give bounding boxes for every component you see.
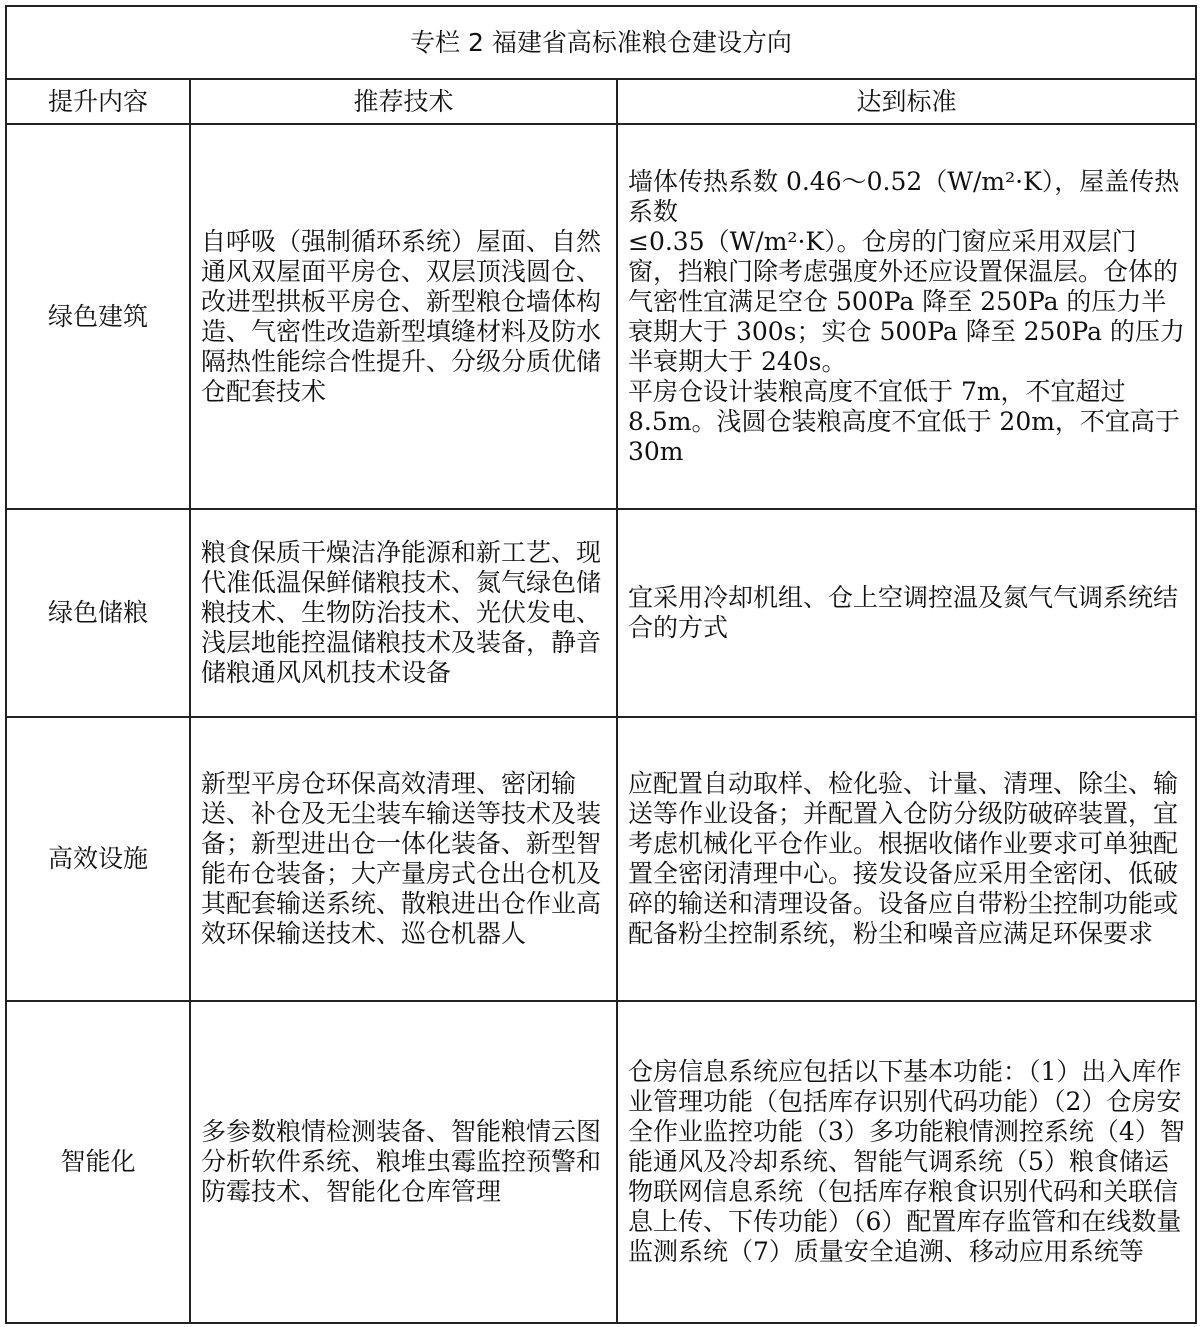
table-row: [6, 1001, 1196, 1323]
category-green-storage: 绿色储粮: [6, 509, 190, 717]
standard-text: ≤0.35（W/m²·K）。仓房的门窗应采用双层门窗，挡粮门除考虑强度外还应设置保温层。仓体的气密性宜满足空仓 500Pa 降至 250Pa 的压力半衰期大于 300s；实仓 500Pa 降至 250Pa 的压力半衰期大于 240s。: [628, 226, 1185, 376]
table-row: [6, 717, 1196, 1001]
standard-text: 平房仓设计装粮高度不宜低于 7m，不宜超过 8.5m。浅圆仓装粮高度不宜低于 20m，不宜高于 30m: [628, 376, 1180, 466]
header-standard: 达到标准: [617, 79, 1196, 124]
standard-green-building: [617, 124, 1196, 509]
technology-efficient-facilities: 新型平房仓环保高效清理、密闭输送、补仓及无尘装车输送等技术及装备；新型进出仓一体化装备、新型智能布仓装备；大产量房式仓出仓机及其配套输送系统、散粮进出仓作业高效环保输送技术、巡仓机器人: [190, 717, 617, 1001]
header-row: [6, 79, 1196, 124]
table-row: [6, 509, 1196, 717]
standard-efficient-facilities: [617, 717, 1196, 1001]
standard-text: 宜采用冷却机组、仓上空调控温及氮气气调系统结合的方式: [628, 583, 1179, 642]
table-row: [6, 124, 1196, 509]
category-green-building: 绿色建筑: [6, 124, 190, 509]
construction-direction-table: [5, 5, 1197, 1324]
title-row: [6, 6, 1196, 79]
category-efficient-facilities: 高效设施: [6, 717, 190, 1001]
category-intelligent: 智能化: [6, 1001, 190, 1323]
technology-intelligent: 多参数粮情检测装备、智能粮情云图分析软件系统、粮堆虫霉监控预警和防霉技术、智能化仓库管理: [190, 1001, 617, 1323]
standard-text: 应配置自动取样、检化验、计量、清理、除尘、输送等作业设备；并配置入仓防分级防破碎装置，宜考虑机械化平仓作业。根据收储作业要求可单独配置全密闭清理中心。接发设备应采用全密闭、低破碎的输送和清理设备。设备应自带粉尘控制功能或配备粉尘控制系统，粉尘和噪音应满足环保要求: [628, 769, 1179, 948]
table-title: 专栏 2 福建省高标准粮仓建设方向: [6, 6, 1196, 79]
standard-intelligent: [617, 1001, 1196, 1323]
standard-green-storage: [617, 509, 1196, 717]
standard-text: 墙体传热系数 0.46～0.52（W/m²·K），屋盖传热系数: [628, 166, 1180, 226]
standard-text: 仓房信息系统应包括以下基本功能：（1）出入库作业管理功能（包括库存识别代码功能）（2）仓房安全作业监控功能（3）多功能粮情测控系统（4）智能通风及冷却系统、智能气调系统（5）粮食储运物联网信息系统（包括库存粮食识别代码和关联信息上传、下传功能）（6）配置库存监管和在线数量监测系统（7）质量安全追溯、移动应用系统等: [628, 1057, 1185, 1266]
technology-green-storage: 粮食保质干燥洁净能源和新工艺、现代准低温保鲜储粮技术、氮气绿色储粮技术、生物防治技术、光伏发电、浅层地能控温储粮技术及装备，静音储粮通风风机技术设备: [190, 509, 617, 717]
header-technology: 推荐技术: [190, 79, 617, 124]
header-content: 提升内容: [6, 79, 190, 124]
technology-green-building: 自呼吸（强制循环系统）屋面、自然通风双屋面平房仓、双层顶浅圆仓、改进型拱板平房仓、新型粮仓墙体构造、气密性改造新型填缝材料及防水隔热性能综合性提升、分级分质优储仓配套技术: [190, 124, 617, 509]
